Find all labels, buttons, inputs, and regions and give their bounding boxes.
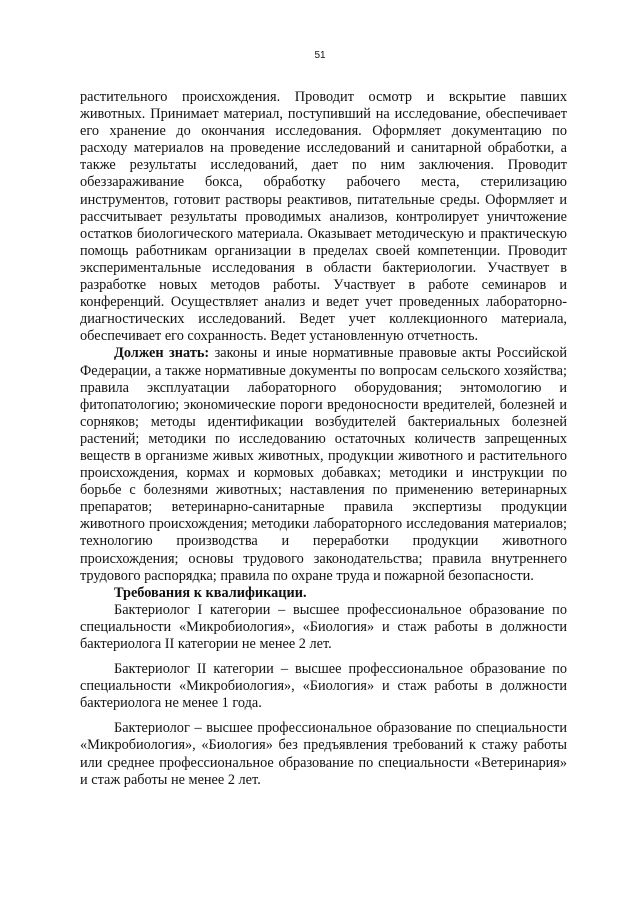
qualification-item-3: Бактериолог – высшее профессиональное образование по специальности «Микробиология», «Биология» без предъявления требований к стажу работы или среднее профессиональное образование по специальности «Ветеринария» и стаж работы не менее 2 лет. — [80, 720, 567, 788]
duties-paragraph: растительного происхождения. Проводит осмотр и вскрытие павших животных. Принимает материал, поступивший на исследование, обеспечивает его хранение до окончания исследования. Оформляет документацию по расходу материалов на проведение исследований и санитарной обработки, а также результаты исследований, дает по ним заключения. Проводит обеззараживание бокса, обработку рабочего места, стерилизацию инструментов, готовит растворы реактивов, питательные среды. Оформляет и рассчитывает результаты проводимых анализов, контролирует уничтожение остатков биологического материала. Оказывает методическую и практическую помощь работникам организации в пределах своей компетенции. Проводит экспериментальные исследования в области бактериологии. Участвует в разработке новых методов работы. Участвует в работе семинаров и конференций. Осуществляет анализ и ведет учет проведенных лабораторно-диагностических исследований. Ведет учет коллекционного материала, обеспечивает его сохранность. Ведет установленную отчетность. — [80, 89, 567, 345]
qualification-item-2: Бактериолог II категории – высшее профессиональное образование по специальности «Микробиология», «Биология» и стаж работы в должности бактериолога не менее 1 года. — [80, 661, 567, 712]
page-number: 51 — [314, 50, 326, 61]
qualification-item-1: Бактериолог I категории – высшее профессиональное образование по специальности «Микробиология», «Биология» и стаж работы в должности бактериолога II категории не менее 2 лет. — [80, 601, 567, 652]
must-know-paragraph — [80, 345, 567, 584]
must-know-text: законы и иные нормативные правовые акты Российской Федерации, а также нормативные документы по вопросам сельского хозяйства; правила эксплуатации лабораторного оборудования; энтомологию и фитопатологию; экономические пороги вредоносности вредителей, болезней и сорняков; методы идентификации возбудителей бактериальных болезней растений; методики по исследованию остаточных количеств запрещенных веществ в организме живых животных, продукции животного и растительного происхождения, кормах и кормовых добавках; методики и инструкции по борьбе с болезнями животных; наставления по применению ветеринарных препаратов; ветеринарно-санитарные правила экспертизы продукции животного происхождения; методики лабораторного исследования материалов; технологию производства и переработки продукции животного происхождения; основы трудового законодательства; правила внутреннего трудового распорядка; правила по охране труда и пожарной безопасности. — [80, 345, 568, 584]
qualification-heading: Требования к квалификации. — [114, 584, 307, 601]
document-body — [80, 89, 567, 789]
must-know-heading: Должен знать: — [114, 345, 210, 362]
